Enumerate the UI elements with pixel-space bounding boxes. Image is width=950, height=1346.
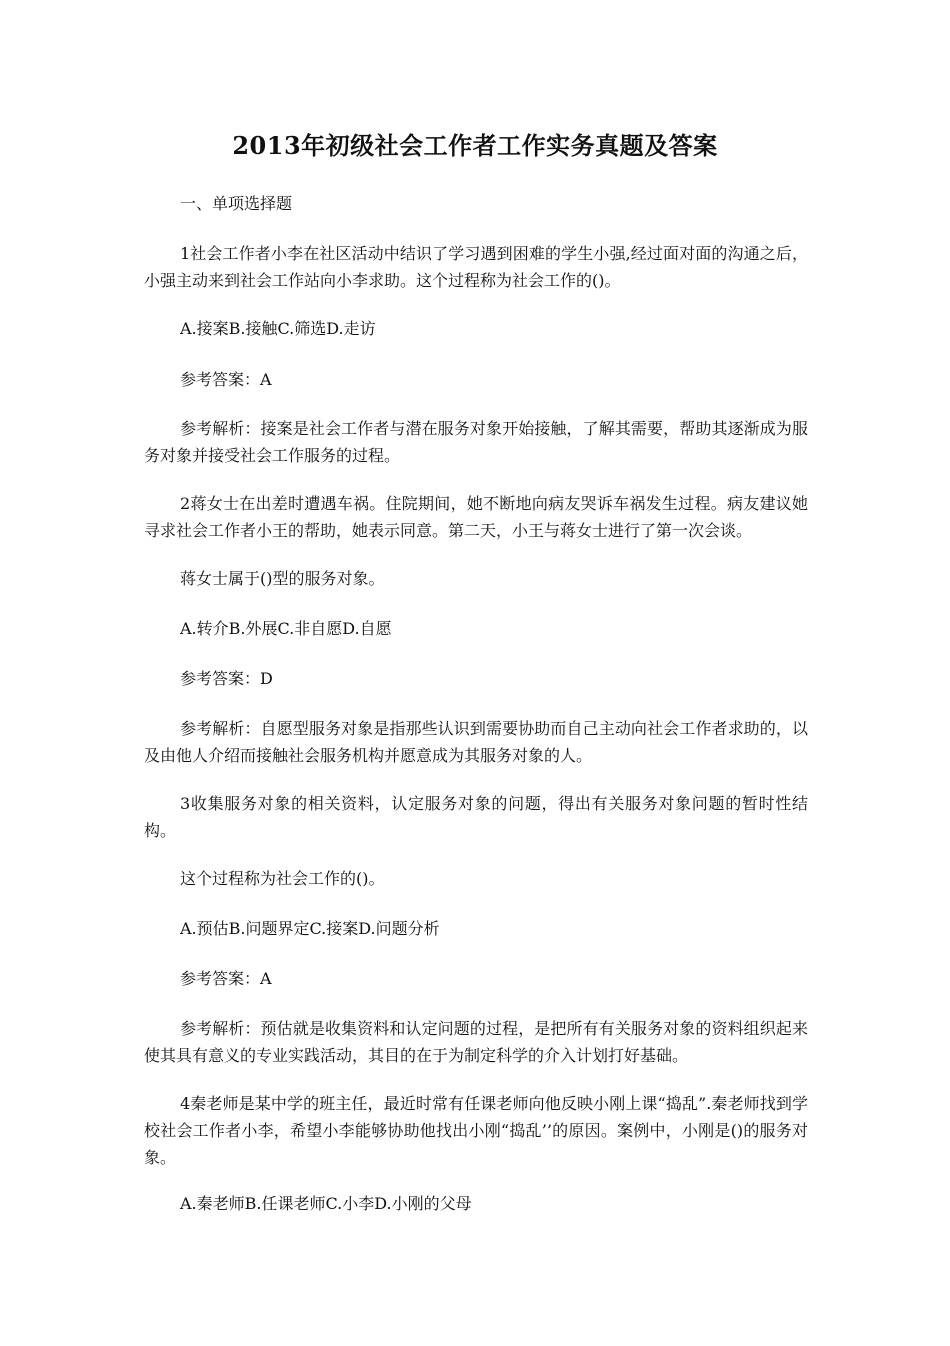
- question-3-analysis: 参考解析：预估就是收集资料和认定问题的过程，是把所有有关服务对象的资料组织起来使其具有意义的专业实践活动，其目的在于为制定科学的介入计划打好基础。: [144, 1019, 808, 1065]
- question-2-answer: 参考答案：D: [180, 669, 273, 688]
- section-heading: 一、单项选择题: [180, 194, 293, 213]
- question-2-stem-continued: 蒋女士属于()型的服务对象。: [180, 569, 385, 588]
- question-3-options: A.预估B.问题界定C.接案D.问题分析: [180, 919, 440, 938]
- question-1-analysis: 参考解析：接案是社会工作者与潜在服务对象开始接触，了解其需要，帮助其逐渐成为服务对象并接受社会工作服务的过程。: [144, 419, 808, 465]
- question-1-answer: 参考答案：A: [180, 370, 272, 389]
- question-3-answer: 参考答案：A: [180, 969, 272, 988]
- question-1-options: A.接案B.接触C.筛选D.走访: [180, 319, 376, 338]
- question-4-options: A.秦老师B.任课老师C.小李D.小刚的父母: [180, 1194, 472, 1213]
- question-4-stem: 4秦老师是某中学的班主任，最近时常有任课老师向他反映小刚上课“捣乱”.秦老师找到学校社会工作者小李，希望小李能够协助他找出小刚“捣乱’’的原因。案例中，小刚是()的服务对象。: [144, 1094, 808, 1167]
- question-3-stem: 3收集服务对象的相关资料，认定服务对象的问题，得出有关服务对象问题的暂时性结构。: [144, 794, 808, 840]
- question-1-stem: 1社会工作者小李在社区活动中结识了学习遇到困难的学生小强,经过面对面的沟通之后，小强主动来到社会工作站向小李求助。这个过程称为社会工作的()。: [144, 244, 808, 290]
- question-2-analysis: 参考解析：自愿型服务对象是指那些认识到需要协助而自己主动向社会工作者求助的，以及由他人介绍而接触社会服务机构并愿意成为其服务对象的人。: [144, 719, 808, 765]
- question-3-stem-continued: 这个过程称为社会工作的()。: [180, 869, 385, 888]
- question-2-options: A.转介B.外展C.非自愿D.自愿: [180, 619, 392, 638]
- document-title: 2013年初级社会工作者工作实务真题及答案: [232, 131, 718, 160]
- question-2-stem: 2蒋女士在出差时遭遇车祸。住院期间，她不断地向病友哭诉车祸发生过程。病友建议她寻求社会工作者小王的帮助，她表示同意。第二天，小王与蒋女士进行了第一次会谈。: [144, 494, 808, 540]
